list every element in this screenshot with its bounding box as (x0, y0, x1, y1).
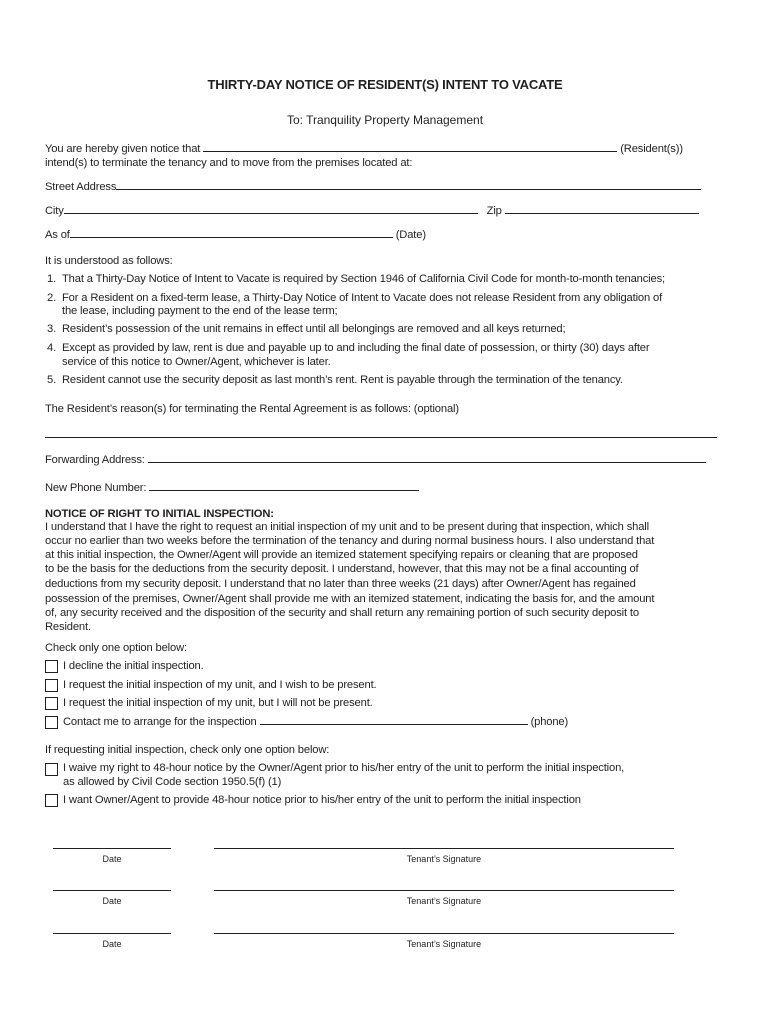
street-label: Street Address (45, 181, 117, 193)
request-present-checkbox[interactable] (45, 679, 58, 692)
date-line[interactable] (53, 848, 171, 849)
option-label: I decline the initial inspection. (63, 660, 204, 672)
option-label: Contact me to arrange for the inspection (63, 716, 257, 728)
list-item: 5. Resident cannot use the security deposit as last month’s rent. Rent is payable through the termination of the tenancy. (47, 374, 623, 386)
options1-label: Check only one option below: (45, 642, 187, 654)
recipient-line: To: Tranquility Property Management (286, 113, 484, 127)
street-address-field[interactable] (116, 180, 701, 190)
date-line[interactable] (53, 890, 171, 891)
notice-line-2: intend(s) to terminate the tenancy and to move from the premises located at: (45, 157, 413, 169)
date-label: Date (102, 939, 122, 949)
list-item: 4. Except as provided by law, rent is due and payable up to and including the final date of possession, or thirty (30) days after (47, 342, 650, 354)
zip-label: Zip (486, 205, 502, 217)
list-item-continued: the lease, including payment to the end of the lease term; (62, 305, 338, 317)
date-label: Date (102, 854, 122, 864)
contact-phone-field[interactable] (260, 715, 528, 725)
forwarding-label: Forwarding Address: (45, 454, 145, 466)
inspection-heading: NOTICE OF RIGHT TO INITIAL INSPECTION: (45, 508, 274, 520)
as-of-label: As of (45, 229, 70, 241)
list-item: 1. That a Thirty-Day Notice of Intent to Vacate is required by Section 1946 of California Civil Code for month-to-month tenancies; (47, 273, 665, 285)
understood-intro: It is understood as follows: (45, 255, 173, 267)
reasons-field[interactable] (45, 437, 717, 438)
signature-label: Tenant’s Signature (406, 854, 482, 864)
city-label: City (45, 205, 64, 217)
zip-field[interactable] (505, 204, 699, 214)
phone-label: New Phone Number: (45, 482, 147, 494)
inspection-line: Resident. (45, 621, 91, 633)
option-label: I want Owner/Agent to provide 48-hour notice prior to his/her entry of the unit to perform the initial inspection (63, 794, 581, 806)
as-of-date-field[interactable] (70, 228, 393, 238)
inspection-line: to be the basis for the deductions from the security deposit. I understand, however, that this may not be a final accounting of (45, 563, 639, 575)
list-item: 3. Resident’s possession of the unit remains in effect until all belongings are removed and all keys returned; (47, 323, 566, 335)
signature-label: Tenant’s Signature (406, 896, 482, 906)
option-label: I request the initial inspection of my unit, and I wish to be present. (63, 679, 377, 691)
want-notice-checkbox[interactable] (45, 794, 58, 807)
forwarding-row (45, 453, 706, 466)
inspection-line: occur no earlier than two weeks before the termination of the tenancy and during normal business hours. I also understand that (45, 535, 655, 547)
contact-option-row (63, 715, 568, 728)
signature-line[interactable] (214, 933, 674, 934)
resident-name-field[interactable] (203, 142, 617, 152)
signature-line[interactable] (214, 890, 674, 891)
signature-line[interactable] (214, 848, 674, 849)
options2-label: If requesting initial inspection, check only one option below: (45, 744, 330, 756)
date-label: Date (102, 896, 122, 906)
resident-suffix: (Resident(s)) (620, 143, 683, 155)
street-row (45, 180, 701, 193)
inspection-line: I understand that I have the right to request an initial inspection of my unit and to be present during that inspection, which shall (45, 521, 649, 533)
decline-inspection-checkbox[interactable] (45, 660, 58, 673)
inspection-line: deductions from my security deposit. I understand that no later than three weeks (21 days) after Owner/Agent has regained (45, 578, 636, 590)
forwarding-address-field[interactable] (148, 453, 706, 463)
inspection-line: possession of the premises, Owner/Agent shall provide me with an itemized statement, indicating the basis for, and the amount (45, 593, 655, 605)
reasons-label: The Resident’s reason(s) for terminating the Rental Agreement is as follows: (optional) (45, 403, 459, 415)
option-label: I waive my right to 48-hour notice by the Owner/Agent prior to his/her entry of the unit to perform the initial inspection, (63, 762, 625, 774)
as-of-row (45, 228, 426, 241)
city-field[interactable] (64, 204, 478, 214)
notice-line-1 (45, 142, 683, 155)
inspection-line: at this initial inspection, the Owner/Agent will provide an itemized statement specifying repairs or cleaning that are proposed (45, 549, 638, 561)
waive-notice-checkbox[interactable] (45, 763, 58, 776)
document-title: THIRTY-DAY NOTICE OF RESIDENT(S) INTENT TO VACATE (207, 77, 563, 92)
request-not-present-checkbox[interactable] (45, 697, 58, 710)
inspection-line: of, any security received and the disposition of the security and shall return any remaining portion of such security deposit to (45, 607, 639, 619)
date-suffix: (Date) (395, 229, 426, 241)
notice-prefix: You are hereby given notice that (45, 143, 201, 155)
option-label-continued: as allowed by Civil Code section 1950.5(f) (1) (63, 776, 282, 788)
new-phone-field[interactable] (149, 481, 419, 491)
option-label: I request the initial inspection of my unit, but I will not be present. (63, 697, 373, 709)
city-row (45, 204, 699, 217)
date-line[interactable] (53, 933, 171, 934)
signature-label: Tenant’s Signature (406, 939, 482, 949)
phone-suffix: (phone) (530, 716, 569, 728)
phone-row (45, 481, 419, 494)
contact-me-checkbox[interactable] (45, 716, 58, 729)
list-item-continued: service of this notice to Owner/Agent, whichever is later. (62, 356, 331, 368)
list-item: 2. For a Resident on a fixed-term lease, a Thirty-Day Notice of Intent to Vacate does not release Resident from any obligation of (47, 292, 663, 304)
